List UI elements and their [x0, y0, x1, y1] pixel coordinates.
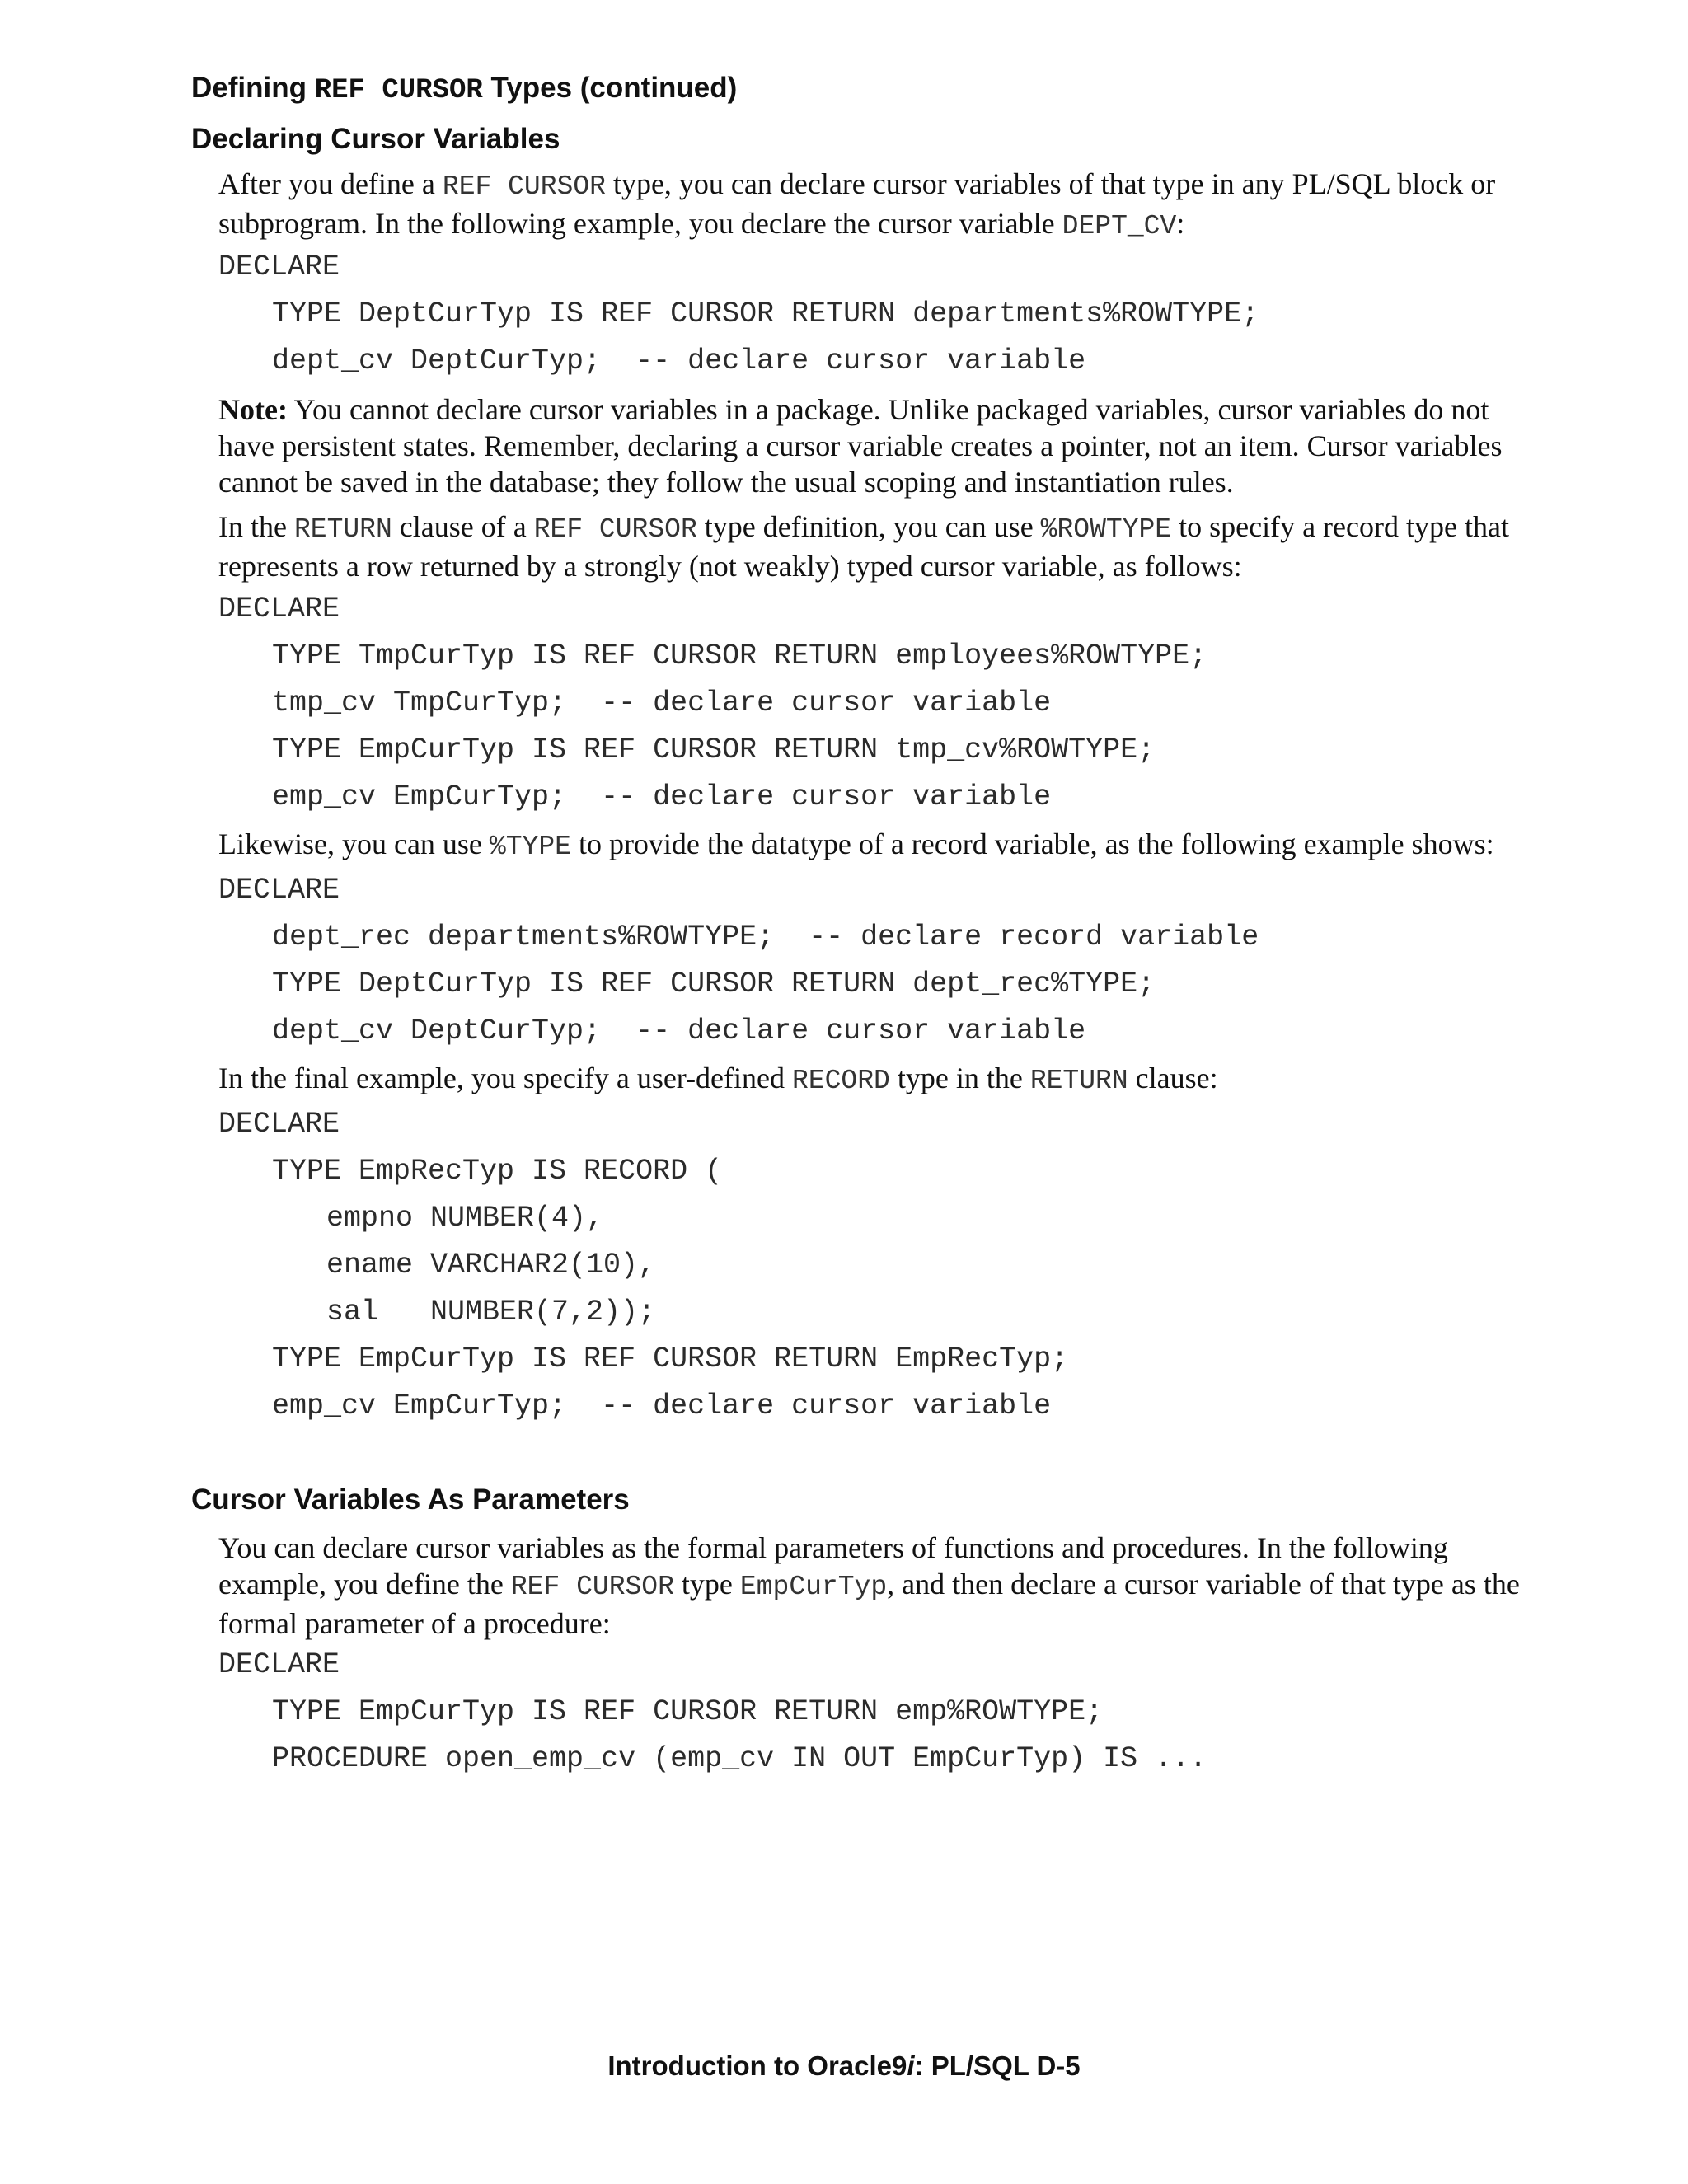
inline-code: %TYPE: [489, 832, 571, 862]
paragraph-record: [218, 1060, 1545, 1099]
heading-code-ref-cursor: REF CURSOR: [314, 75, 483, 106]
code-line: PROCEDURE open_emp_cv (emp_cv IN OUT EmpCurTyp) IS ...: [272, 1742, 1207, 1775]
code-line: dept_cv DeptCurTyp; -- declare cursor variable: [272, 1015, 1086, 1047]
code-line: tmp_cv TmpCurTyp; -- declare cursor variable: [272, 687, 1052, 719]
paragraph-intro: [218, 166, 1545, 245]
text-run: Likewise, you can use: [218, 827, 482, 860]
code-line: DECLARE: [218, 251, 340, 284]
footer-text: Introduction to Oracle9: [607, 2050, 907, 2081]
paragraph-type: [218, 826, 1545, 865]
text-run: In the final example, you specify a user-defined: [218, 1062, 785, 1094]
inline-code: RETURN: [293, 514, 392, 545]
text-run: , and then declare a cursor variable of that type as the formal parameter of a procedure:: [218, 1568, 1520, 1640]
code-line: sal NUMBER(7,2));: [326, 1296, 656, 1329]
paragraph-parameters: [218, 1530, 1545, 1642]
heading-text-prefix: Defining: [191, 72, 307, 104]
text-run: :: [1176, 207, 1185, 240]
text-run: type in the: [897, 1062, 1023, 1094]
inline-code: %ROWTYPE: [1040, 514, 1172, 545]
paragraph-rowtype: [218, 509, 1545, 584]
code-line: emp_cv EmpCurTyp; -- declare cursor variable: [272, 1390, 1052, 1422]
code-line: empno NUMBER(4),: [326, 1202, 604, 1235]
code-line: DECLARE: [218, 1108, 340, 1141]
inline-code: EmpCurTyp: [739, 1572, 888, 1602]
text-run: clause:: [1135, 1062, 1218, 1094]
code-line: TYPE EmpCurTyp IS REF CURSOR RETURN tmp_cv%ROWTYPE;: [272, 733, 1156, 766]
inline-code: RETURN: [1029, 1066, 1128, 1096]
code-line: TYPE DeptCurTyp IS REF CURSOR RETURN dept_rec%TYPE;: [272, 968, 1156, 1001]
code-line: TYPE EmpCurTyp IS REF CURSOR RETURN EmpRecTyp;: [272, 1343, 1069, 1376]
paragraph-note: [218, 391, 1545, 500]
text-run: type definition, you can use: [704, 510, 1034, 543]
footer-text: : PL/SQL D-5: [914, 2050, 1081, 2081]
code-line: DECLARE: [218, 874, 340, 907]
code-line: dept_cv DeptCurTyp; -- declare cursor variable: [272, 344, 1086, 377]
note-label: Note:: [218, 393, 288, 426]
text-run: to specify a record type that represents a row returned by a strongly (not weakly) typed cursor variable, as follows:: [218, 510, 1509, 583]
section-heading-parameters: Cursor Variables As Parameters: [191, 1483, 630, 1516]
text-run: to provide the datatype of a record variable, as the following example shows:: [578, 827, 1494, 860]
text-run: You can declare cursor variables as the formal parameters of functions and procedures. In the following example, you define the: [218, 1531, 1448, 1601]
code-line: TYPE DeptCurTyp IS REF CURSOR RETURN departments%ROWTYPE;: [272, 298, 1259, 330]
inline-code: REF CURSOR: [533, 514, 697, 545]
text-run: type: [681, 1568, 733, 1601]
text-run: You cannot declare cursor variables in a package. Unlike packaged variables, cursor variables do not have persistent states. Remember, declaring a cursor variable creates a pointer, not an item. Cursor variables cannot be saved in the database; they follow the usual scoping and instantiation rules.: [218, 393, 1503, 499]
code-line: dept_rec departments%ROWTYPE; -- declare record variable: [272, 921, 1259, 954]
page-footer: [0, 2050, 1688, 2082]
text-run: In the: [218, 510, 287, 543]
code-line: ename VARCHAR2(10),: [326, 1249, 656, 1282]
code-line: TYPE EmpRecTyp IS RECORD (: [272, 1155, 723, 1188]
inline-code: DEPT_CV: [1062, 211, 1177, 241]
text-run: clause of a: [399, 510, 527, 543]
heading-text-suffix: Types (continued): [490, 72, 738, 104]
inline-code: REF CURSOR: [510, 1572, 674, 1602]
text-run: After you define a: [218, 167, 435, 200]
section-heading-declaring: Declaring Cursor Variables: [191, 123, 560, 155]
inline-code: REF CURSOR: [442, 171, 606, 202]
code-line: TYPE TmpCurTyp IS REF CURSOR RETURN employees%ROWTYPE;: [272, 640, 1207, 673]
code-line: TYPE EmpCurTyp IS REF CURSOR RETURN emp%ROWTYPE;: [272, 1695, 1104, 1728]
inline-code: RECORD: [792, 1066, 890, 1096]
code-line: DECLARE: [218, 593, 340, 626]
code-line: DECLARE: [218, 1648, 340, 1681]
section-heading-defining: [191, 72, 737, 106]
footer-italic: i: [907, 2050, 915, 2081]
text-run: type, you can declare cursor variables of that type in any PL/SQL block or subprogram. In the following example, you declare the cursor variable: [218, 167, 1496, 240]
code-line: emp_cv EmpCurTyp; -- declare cursor variable: [272, 780, 1052, 813]
